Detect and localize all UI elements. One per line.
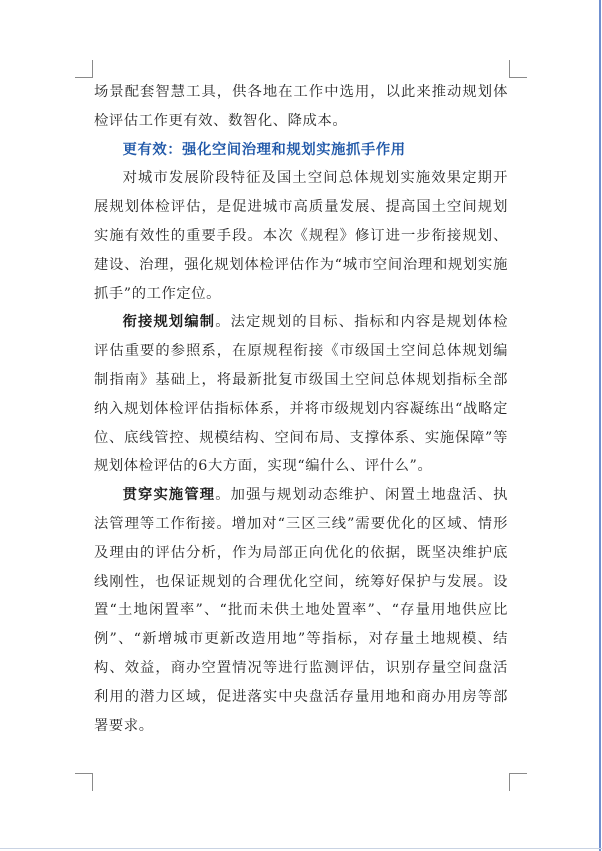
margin-corner-top-left [75, 60, 93, 78]
lead-implementation: 贯穿实施管理 [122, 487, 216, 504]
lead-link-planning: 衔接规划编制 [122, 314, 216, 331]
margin-corner-bottom-left [75, 773, 93, 791]
paragraph-intro-tail[interactable]: 场景配套智慧工具，供各地在工作中选用，以此来推动规划体检评估工作更有效、数智化、降成本。 [94, 84, 508, 129]
section-heading-more-effective[interactable]: 更有效：强化空间治理和规划实施抓手作用 [122, 141, 406, 158]
paragraph-positioning[interactable]: 对城市发展阶段特征及国土空间总体规划实施效果定期开展规划体检评估，是促进城市高质量发展、提高国土空间规划实施有效性的重要手段。本次《规程》修订进一步衔接规划、建设、治理，强化规划体检评估作为“城市空间治理和规划实施抓手”的工作定位。 [94, 170, 508, 302]
margin-corner-bottom-right [509, 773, 527, 791]
margin-corner-top-right [509, 60, 527, 78]
body-link-planning: 。法定规划的目标、指标和内容是规划体检评估重要的参照系，在原规程衔接《市级国土空间总体规划编制指南》基础上，将最新批复市级国土空间总体规划指标全部纳入规划体检评估指标体系，并将市级规划内容凝练出“战略定位、底线管控、规模结构、空间布局、支撑体系、实施保障”等规划体检评估的6大方面，实现“编什么、评什么”。 [94, 314, 508, 475]
paragraph-link-planning[interactable] [94, 308, 508, 481]
window-border-right [599, 0, 601, 851]
paragraph-implementation[interactable] [94, 481, 508, 740]
document-body[interactable] [94, 78, 508, 740]
body-implementation: 。加强与规划动态维护、闲置土地盘活、执法管理等工作衔接。增加对“三区三线”需要优化的区域、情形及理由的评估分析，作为局部正向优化的依据，既坚决维护底线刚性，也保证规划的合理优化空间，统筹好保护与发展。设置“土地闲置率”、“批而未供土地处置率”、“存量用地供应比例”、“新增城市更新改造用地”等指标，对存量土地规模、结构、效益，商办空置情况等进行监测评估，识别存量空间盘活利用的潜力区域，促进落实中央盘活存量用地和商办用房等部署要求。 [94, 487, 508, 734]
window-border-bottom [0, 848, 602, 849]
